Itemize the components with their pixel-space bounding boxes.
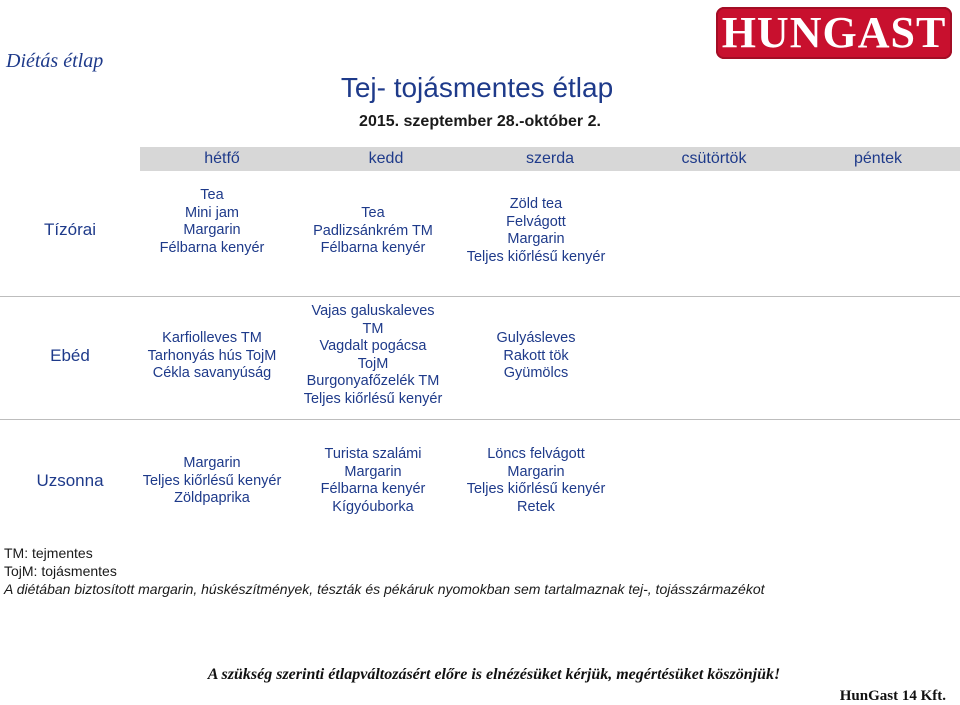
menu-item: Teljes kiőrlésű kenyér (303, 390, 443, 407)
page-title: Tej- tojásmentes étlap (340, 72, 614, 103)
menu-item: TM (362, 320, 384, 337)
menu-item: Zöld tea (509, 196, 563, 212)
menu-item: Margarin (507, 463, 565, 480)
menu-item: Gulyásleves (496, 330, 576, 346)
menu-item: Kígyóuborka (332, 498, 414, 515)
menu-item: Padlizsánkrém TM (313, 222, 433, 239)
menu-item: Gyümölcs (503, 365, 569, 381)
menu-item: Retek (517, 498, 555, 515)
day-header-friday: péntek (853, 150, 903, 167)
menu-item: Vagdalt pogácsa (319, 338, 427, 354)
diet-menu-label: Diétás étlap (6, 50, 104, 72)
menu-item: Turista szalámi (324, 446, 422, 462)
menu-item: Burgonyafőzelék TM (306, 373, 440, 389)
footer-request: A szükség szerinti étlapváltozásért előre is elnézésüket kérjük, megértésüket köszönjük! (207, 666, 781, 683)
menu-cell-lunch-monday (130, 330, 294, 383)
logo-text: HUNGAST (721, 8, 947, 57)
date-range: 2015. szeptember 28.-október 2. (359, 113, 601, 130)
menu-cell-lunch-wednesday (454, 330, 618, 383)
row-divider (0, 296, 960, 297)
menu-cell-afternoon-wednesday (454, 446, 618, 516)
menu-cell-afternoon-tuesday (291, 446, 455, 516)
menu-item: Teljes kiőrlésű kenyér (466, 481, 606, 497)
menu-cell-morning-wednesday (454, 196, 618, 266)
menu-item: Margarin (183, 222, 241, 238)
menu-item: Karfiolleves TM (162, 330, 262, 346)
company-name: HunGast 14 Kft. (839, 688, 946, 704)
day-header-tuesday: kedd (368, 150, 404, 167)
meal-label-afternoon-snack: Uzsonna (36, 471, 104, 490)
hungast-logo (716, 7, 952, 59)
note-disclaimer: A diétában biztosított margarin, húskészítmények, tészták és pékáruk nyomokban sem tartalmaznak tej-, tojásszármazékot (4, 581, 765, 597)
menu-item: TojM (357, 355, 389, 372)
menu-item: Margarin (344, 463, 402, 480)
menu-item: Vajas galuskaleves (311, 303, 435, 319)
menu-item: Felvágott (506, 213, 566, 230)
menu-item: Rakott tök (503, 347, 569, 364)
menu-item: Löncs felvágott (487, 446, 585, 462)
legend-notes (4, 544, 765, 598)
menu-item: Teljes kiőrlésű kenyér (142, 472, 282, 489)
weekday-header (140, 147, 960, 171)
menu-item: Félbarna kenyér (320, 481, 426, 497)
note-tojm: TojM: tojásmentes (4, 563, 117, 579)
menu-item: Tarhonyás hús TojM (147, 347, 277, 364)
menu-item: Zöldpaprika (174, 490, 250, 506)
menu-item: Tea (200, 187, 224, 203)
meal-label-lunch: Ebéd (50, 346, 90, 365)
day-header-thursday: csütörtök (681, 150, 747, 167)
day-header-wednesday: szerda (525, 150, 575, 167)
menu-cell-morning-monday (130, 187, 294, 257)
menu-item: Tea (361, 205, 385, 221)
note-tm: TM: tejmentes (4, 545, 93, 561)
menu-item: Margarin (183, 455, 241, 471)
row-divider (0, 419, 960, 420)
meal-label-morning-snack: Tízórai (44, 220, 96, 239)
menu-item: Félbarna kenyér (320, 240, 426, 256)
menu-item: Teljes kiőrlésű kenyér (466, 248, 606, 265)
menu-item: Félbarna kenyér (159, 239, 265, 256)
menu-item: Cékla savanyúság (152, 365, 272, 381)
menu-item: Margarin (507, 231, 565, 247)
menu-cell-afternoon-monday (130, 455, 294, 508)
menu-item: Mini jam (185, 204, 239, 221)
menu-cell-lunch-tuesday (291, 303, 455, 408)
menu-cell-morning-tuesday (291, 205, 455, 258)
day-header-monday: hétfő (204, 150, 240, 167)
